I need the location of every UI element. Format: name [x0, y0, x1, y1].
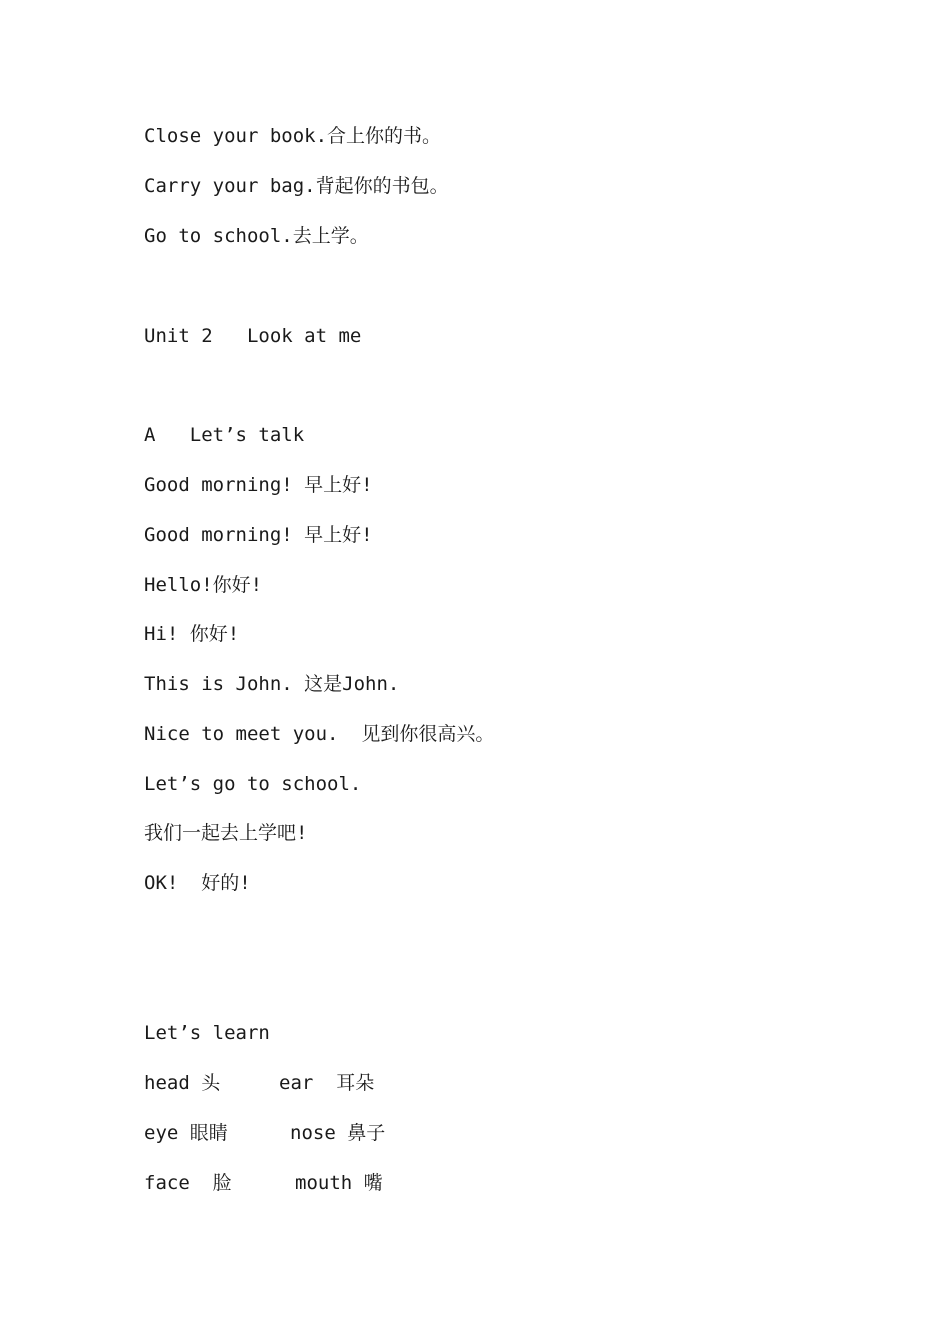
dialogue-line: This is John. 这是John. — [144, 673, 400, 695]
vocab-item: nose 鼻子 — [290, 1122, 386, 1144]
dialogue-line: Good morning! 早上好! — [144, 524, 373, 546]
sentence-close-book: Close your book.合上你的书。 — [144, 125, 442, 147]
vocab-item: face 脸 — [144, 1172, 232, 1194]
dialogue-line: Hi! 你好! — [144, 623, 240, 645]
sentence-go-to-school: Go to school.去上学。 — [144, 225, 369, 247]
vocab-item: head 头 — [144, 1072, 221, 1094]
vocab-item: ear 耳朵 — [279, 1072, 375, 1094]
dialogue-line: Nice to meet you. 见到你很高兴。 — [144, 723, 495, 745]
section-lets-talk-heading: A Let’s talk — [144, 424, 305, 446]
dialogue-line: Hello!你好! — [144, 574, 263, 596]
sentence-carry-bag: Carry your bag.背起你的书包。 — [144, 175, 449, 197]
dialogue-line: OK! 好的! — [144, 872, 251, 894]
vocab-item: mouth 嘴 — [295, 1172, 383, 1194]
dialogue-line: Let’s go to school. — [144, 773, 362, 795]
dialogue-line: 我们一起去上学吧! — [144, 822, 308, 844]
dialogue-line: Good morning! 早上好! — [144, 474, 373, 496]
section-lets-learn-heading: Let’s learn — [144, 1022, 270, 1044]
unit-title: Unit 2 Look at me — [144, 325, 362, 347]
vocab-item: eye 眼睛 — [144, 1122, 228, 1144]
